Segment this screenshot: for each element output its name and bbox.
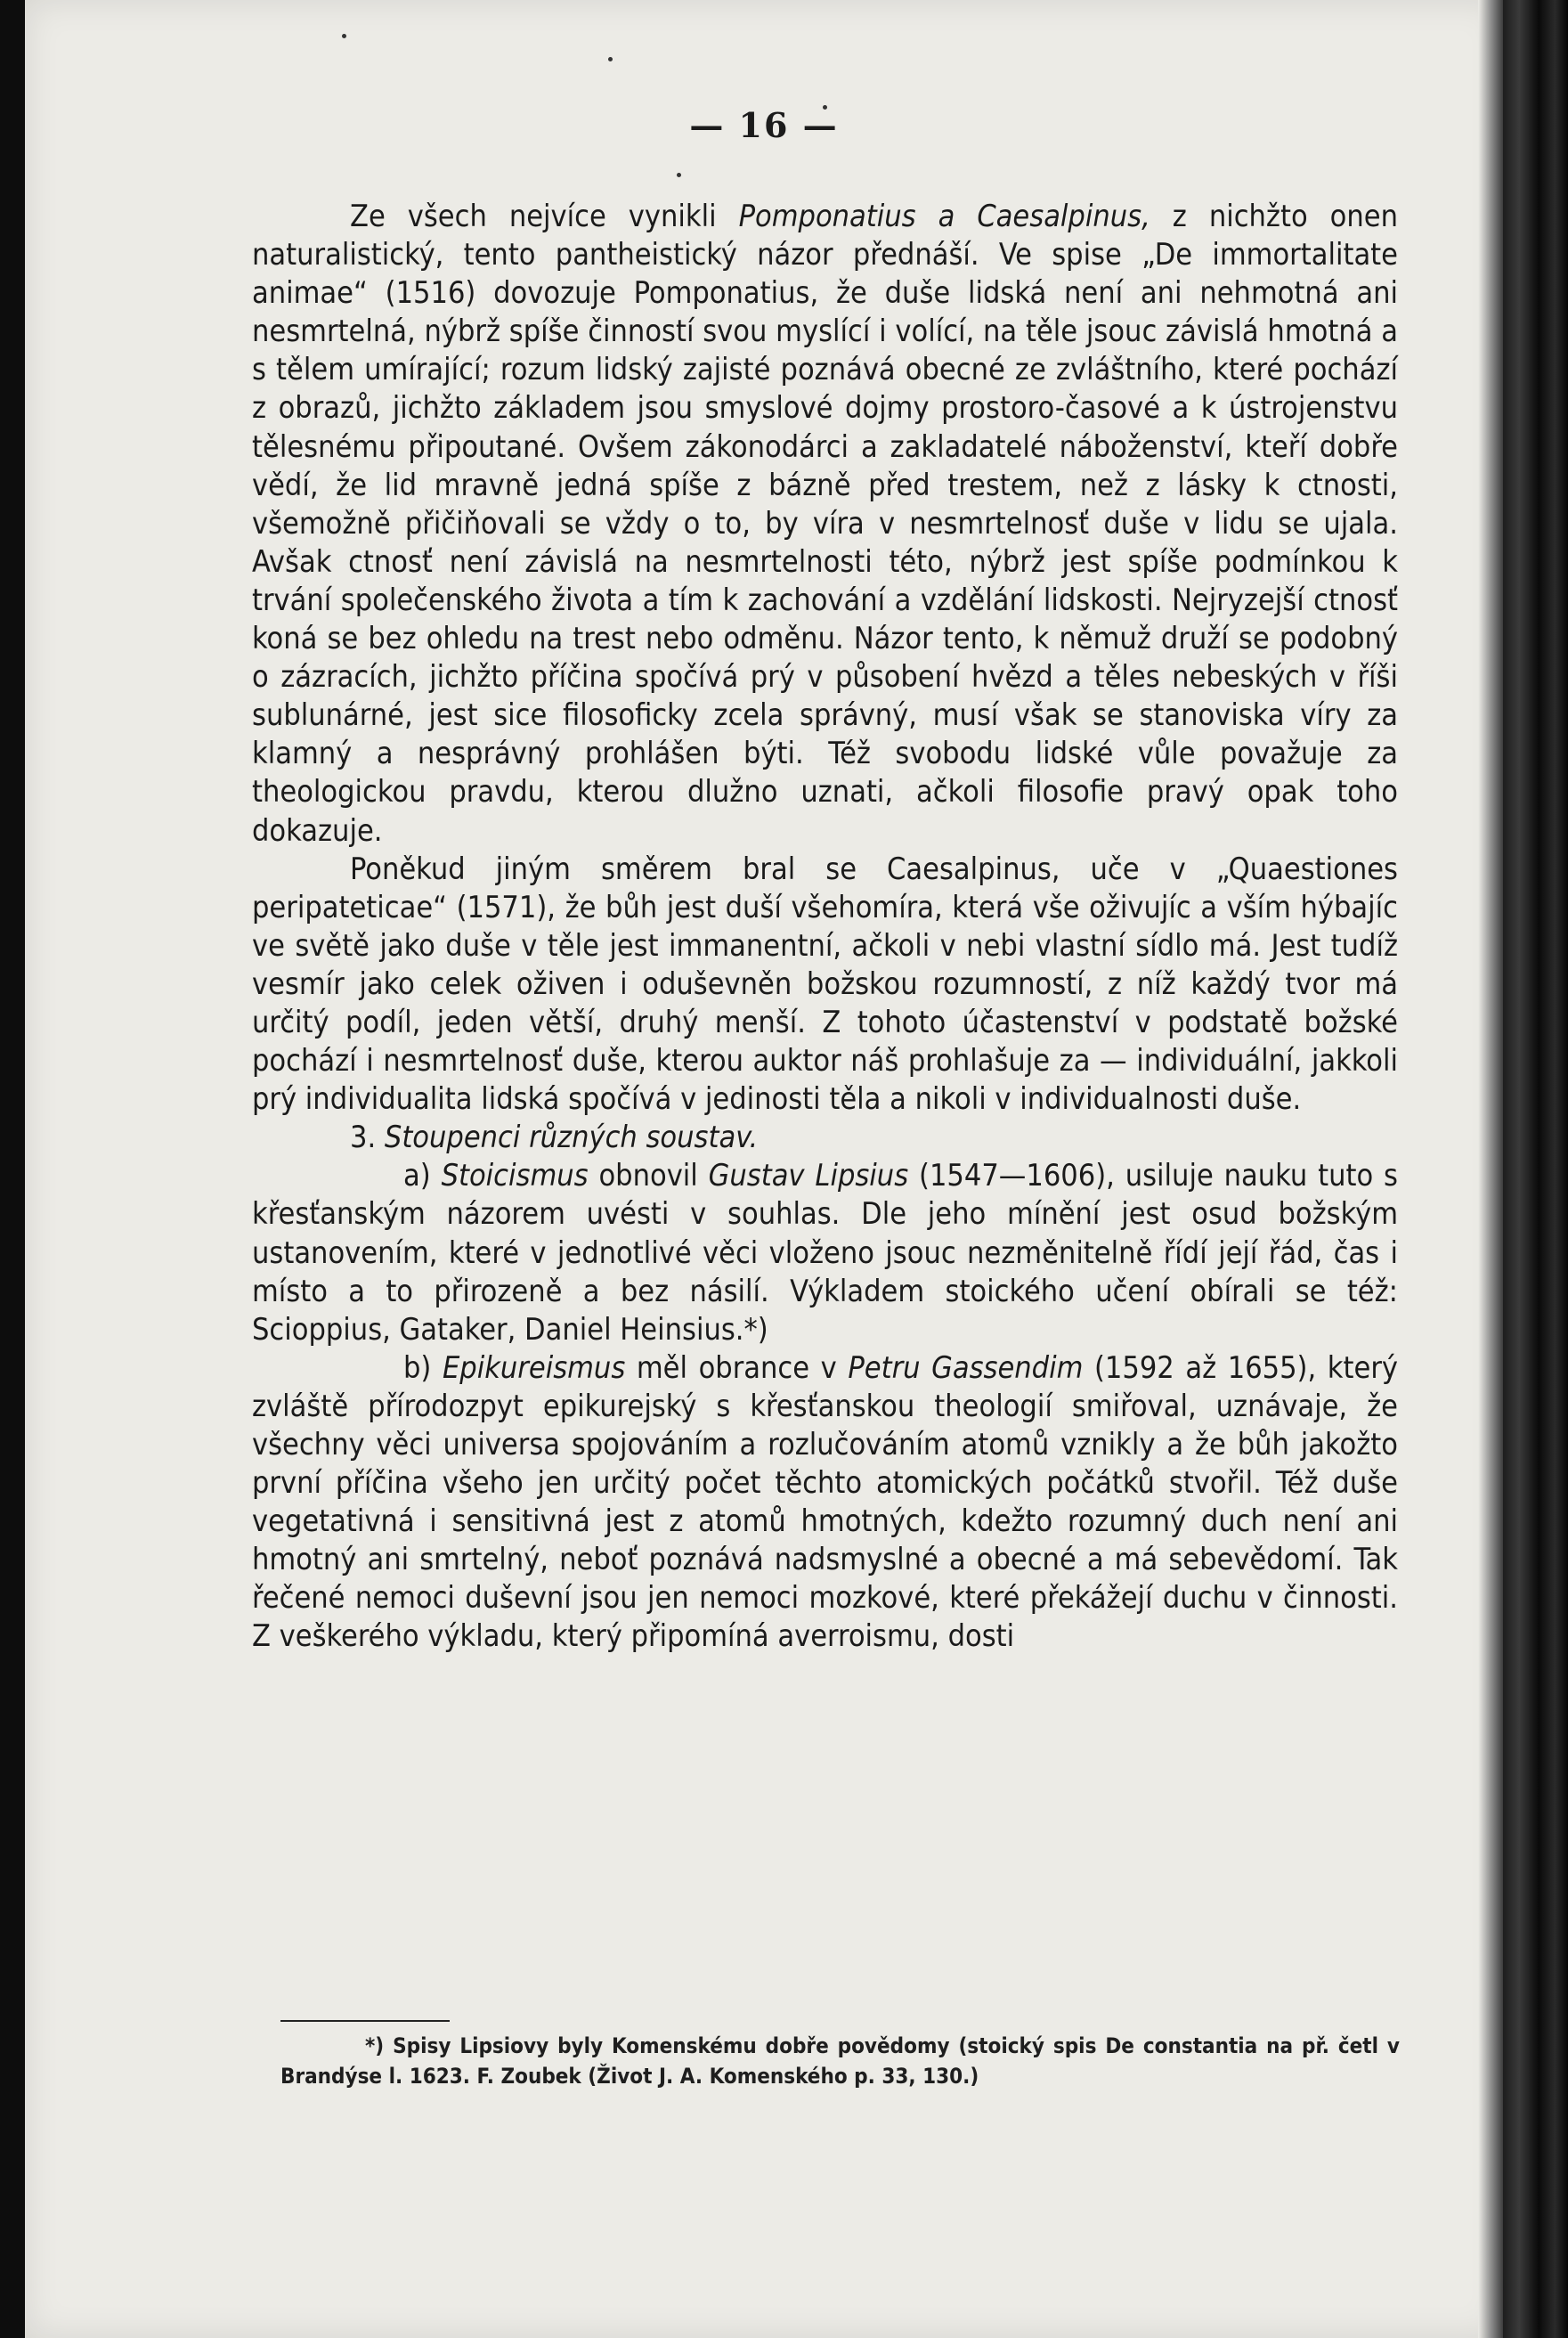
paragraph — [252, 851, 1398, 1120]
footnote — [280, 2031, 1400, 2091]
paragraph — [252, 198, 1398, 851]
print-speck — [677, 173, 681, 177]
page-body — [252, 198, 1398, 1657]
paragraph — [252, 1157, 1398, 1348]
italic-text: Epikureismus — [442, 1349, 626, 1386]
text-run: b) — [403, 1349, 443, 1386]
text-run: Poněkud jiným směrem bral se Caesalpinus, uče v „Quaestiones peripateticae“ (1571), že bůh jest duší všehomíra, která vše oživujíc a vším hýbajíc ve světě jako duše v těle jest immanentní, ačkoli v nebi vlastní sídlo má. Jest tudíž vesmír jako celek oživen i oduševněn božskou rozumností, z níž každý tvor má určitý podíl, jeden větší, druhý menší. Z tohoto účastenství v podstatě božské pochází i nesmrtelnosť duše, kterou auktor náš prohlašuje za — individuální, jakkoli prý individualita lidská spočívá v jedinosti těla a nikoli v individualnosti duše. — [252, 851, 1398, 1118]
text-run: a) — [403, 1158, 442, 1194]
text-run: obnovil — [588, 1158, 709, 1194]
text-run: (1592 až 1655), který zvláště přírodozpyt epikurejský s křesťanskou theologií smiřoval, uznávaje, že všechny věci universa spojováním a rozlučováním atomů vznikly a že bůh jakožto první příčina všeho jen určitý počet těchto atomických počátků stvořil. Též duše vegetativná i sensitivná jest z atomů hmotných, kdežto rozumný duch není ani hmotný ani smrtelný, neboť poznává nadsmyslné a obecné a má sebevědomí. Tak řečené nemoci duševní jsou jen nemoci mozkové, které překážejí duchu v činnosti. Z veškerého výkladu, který připomíná averroismu, dosti — [252, 1349, 1398, 1655]
italic-text: Pomponatius a Caesalpinus, — [738, 199, 1150, 234]
footnote-text: *) Spisy Lipsiovy byly Komenskému dobře povědomy (stoický spis De constantia na př. četl v Brandýse l. 1623. F. Zoubek (Život J. A. Komenského p. 33, 130.) — [280, 2033, 1400, 2089]
italic-text: Stoupenci různých soustav. — [384, 1120, 759, 1156]
section-heading — [252, 1119, 1398, 1157]
page-number: — 16 — — [689, 105, 839, 145]
paragraph — [252, 1349, 1398, 1657]
page-edge-shadow — [1478, 0, 1505, 2338]
text-run: (1547—1606), usiluje nauku tuto s křesťanským názorem uvésti v souhlas. Dle jeho mínění jest osud božským ustanovením, které v jednotlivé věci vloženo jsouc nezměnitelně řídí její řád, čas i místo a to přirozeně a bez násilí. Výkladem stoického učení obírali se též: Scioppius, Gataker, Daniel Heinsius.*) — [252, 1158, 1398, 1348]
text-run: měl obrance v — [625, 1349, 849, 1386]
italic-text: Gustav Lipsius — [708, 1158, 909, 1194]
print-speck — [608, 57, 613, 61]
text-run: z nichžto onen naturalistický, tento pantheistický názor přednáší. Ve spise „De immortalitate animae“ (1516) dovozuje Pomponatius, že duše lidská není ani nehmotná ani nesmrtelná, nýbrž spíše činností svou myslící i volící, na těle jsouc závislá hmotná a s tělem umírající; rozum lidský zajisté poznává obecné ze zvláštního, které pochází z obrazů, jichžto základem jsou smyslové dojmy prostoro-časové a k ústrojenstvu tělesnému připoutané. Ovšem zákonodárci a zakladatelé náboženství, kteří dobře vědí, že lid mravně jedná spíše z bázně před trestem, než z lásky k ctnosti, všemožně přičiňovali se vždy o to, by víra v nesmrtelnosť duše v lidu se ujala. Avšak ctnosť není závislá na nesmrtelnosti této, nýbrž jest spíše podmínkou k trvání společenského života a tím k zachování a vzdělání lidskosti. Nejryzejší ctnosť koná se bez ohledu na trest nebo odměnu. Názor tento, k němuž druží se podobný o zázracích, jichžto příčina spočívá prý v působení hvězd a těles nebeských v říši sublunárné, jest sice filosoficky zcela správný, musí však se stanoviska víry za klamný a nesprávný prohlášen býti. Též svobodu lidské vůle považuje za theologickou pravdu, kterou dlužno uznati, ačkoli filosofie pravý opak toho dokazuje. — [252, 199, 1398, 849]
text-run: Ze všech nejvíce vynikli — [350, 199, 739, 234]
italic-text: Petru Gassendim — [848, 1349, 1084, 1386]
book-spine — [1503, 0, 1568, 2338]
text-run: 3. — [350, 1120, 385, 1156]
footnote-divider — [280, 2020, 450, 2022]
print-speck — [342, 34, 346, 38]
italic-text: Stoicismus — [441, 1158, 589, 1194]
